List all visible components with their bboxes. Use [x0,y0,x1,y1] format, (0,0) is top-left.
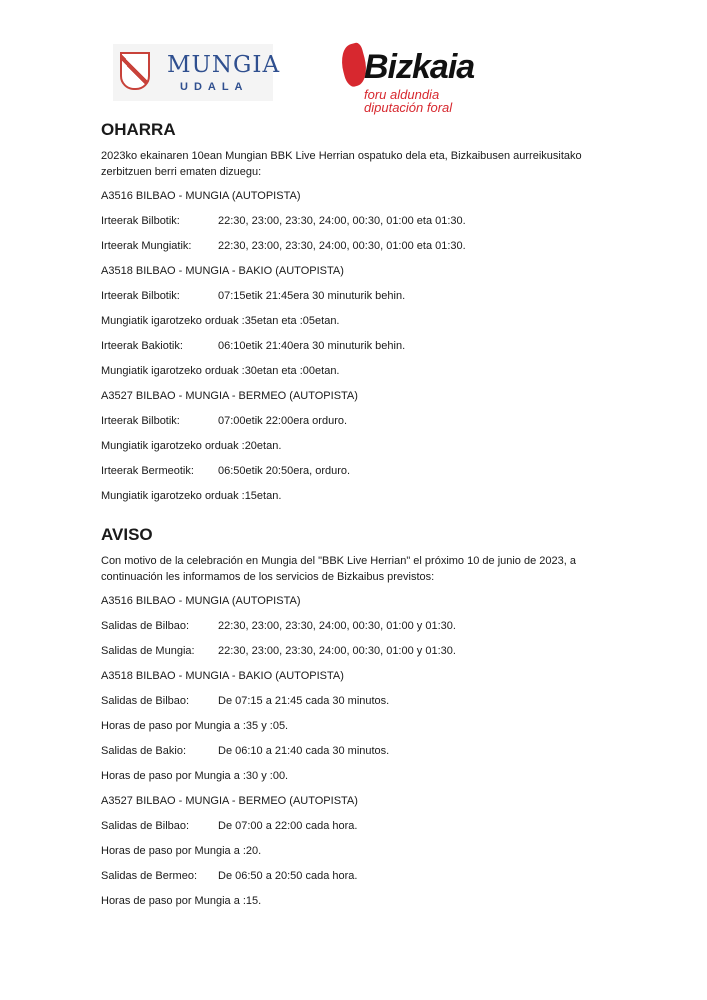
schedule-value: 22:30, 23:00, 23:30, 24:00, 00:30, 01:00 y 01:30. [218,620,456,632]
schedule-label: Irteerak Bermeotik: [101,465,194,477]
schedule-row [101,409,621,434]
section-title: AVISO [101,525,153,544]
mungia-udala-logo [113,44,281,101]
section-aviso [101,524,621,914]
schedule-line: Horas de paso por Mungia a :35 y :05. [101,720,289,732]
schedule-line: A3518 BILBAO - MUNGIA - BAKIO (AUTOPISTA) [101,670,344,682]
schedule-row [101,689,621,714]
schedule-label: Salidas de Bakio: [101,745,186,757]
schedule-line: Mungiatik igarotzeko orduak :30etan eta :00etan. [101,365,340,377]
schedule-row [101,639,621,664]
schedule-label: Irteerak Mungiatik: [101,240,192,252]
mungia-logo-name: MUNGIA [167,52,281,78]
schedule-label: Salidas de Bilbao: [101,620,190,632]
mungia-logo-sub: UDALA [180,81,249,93]
schedule-value: 06:50etik 20:50era, orduro. [218,465,351,477]
coat-of-arms-icon [120,52,150,90]
schedule-value: 07:15etik 21:45era 30 minuturik behin. [218,290,406,302]
schedule-value: De 06:50 a 20:50 cada hora. [218,870,358,882]
schedule-value: 22:30, 23:00, 23:30, 24:00, 00:30, 01:00 eta 01:30. [218,215,466,227]
section-title: OHARRA [101,120,176,139]
schedule-row [101,334,621,359]
schedule-label: Irteerak Bilbotik: [101,215,180,227]
schedule-line: Mungiatik igarotzeko orduak :20etan. [101,440,282,452]
schedule-value: 22:30, 23:00, 23:30, 24:00, 00:30, 01:00 y 01:30. [218,645,456,657]
bizkaia-logo [342,42,502,120]
schedule-row [101,234,621,259]
schedule-label: Salidas de Bermeo: [101,870,197,882]
bizkaia-logo-name: Bizkaia [364,48,475,86]
bizkaia-logo-sub [364,88,452,114]
schedule-label: Irteerak Bilbotik: [101,415,180,427]
section-intro: 2023ko ekainaren 10ean Mungian BBK Live Herrian ospatuko dela eta, Bizkaibusen aurreikusitako zerbitzuen berri ematen dizuegu: [101,150,582,178]
schedule-value: De 06:10 a 21:40 cada 30 minutos. [218,745,390,757]
schedule-row [101,284,621,309]
schedule-label: Irteerak Bakiotik: [101,340,183,352]
schedule-line: A3516 BILBAO - MUNGIA (AUTOPISTA) [101,190,301,202]
schedule-label: Irteerak Bilbotik: [101,290,180,302]
schedule-line: Mungiatik igarotzeko orduak :35etan eta :05etan. [101,315,340,327]
schedule-line: Horas de paso por Mungia a :15. [101,895,262,907]
schedule-line: A3527 BILBAO - MUNGIA - BERMEO (AUTOPISTA) [101,390,358,402]
schedule-line: A3518 BILBAO - MUNGIA - BAKIO (AUTOPISTA) [101,265,344,277]
schedule-value: 07:00etik 22:00era orduro. [218,415,348,427]
schedule-row [101,209,621,234]
bizkaia-sub-spanish: diputación foral [364,100,453,115]
section-intro: Con motivo de la celebración en Mungia del "BBK Live Herrian" el próximo 10 de junio de 2023, a continuación les informamos de los servicios de Bizkaibus previstos: [101,555,576,583]
schedule-label: Salidas de Mungia: [101,645,195,657]
schedule-row [101,814,621,839]
schedule-line: A3516 BILBAO - MUNGIA (AUTOPISTA) [101,595,301,607]
schedule-row [101,614,621,639]
document-body [101,119,621,914]
schedule-row [101,739,621,764]
schedule-value: De 07:15 a 21:45 cada 30 minutos. [218,695,390,707]
schedule-row [101,459,621,484]
schedule-line: Mungiatik igarotzeko orduak :15etan. [101,490,282,502]
schedule-value: De 07:00 a 22:00 cada hora. [218,820,358,832]
schedule-line: Horas de paso por Mungia a :20. [101,845,262,857]
schedule-row [101,864,621,889]
schedule-value: 06:10etik 21:40era 30 minuturik behin. [218,340,406,352]
schedule-value: 22:30, 23:00, 23:30, 24:00, 00:30, 01:00 eta 01:30. [218,240,466,252]
schedule-label: Salidas de Bilbao: [101,695,190,707]
bizkaia-sub-basque: foru aldundia [364,87,440,102]
schedule-line: A3527 BILBAO - MUNGIA - BERMEO (AUTOPISTA) [101,795,358,807]
schedule-line: Horas de paso por Mungia a :30 y :00. [101,770,289,782]
section-oharra [101,119,621,509]
schedule-label: Salidas de Bilbao: [101,820,190,832]
